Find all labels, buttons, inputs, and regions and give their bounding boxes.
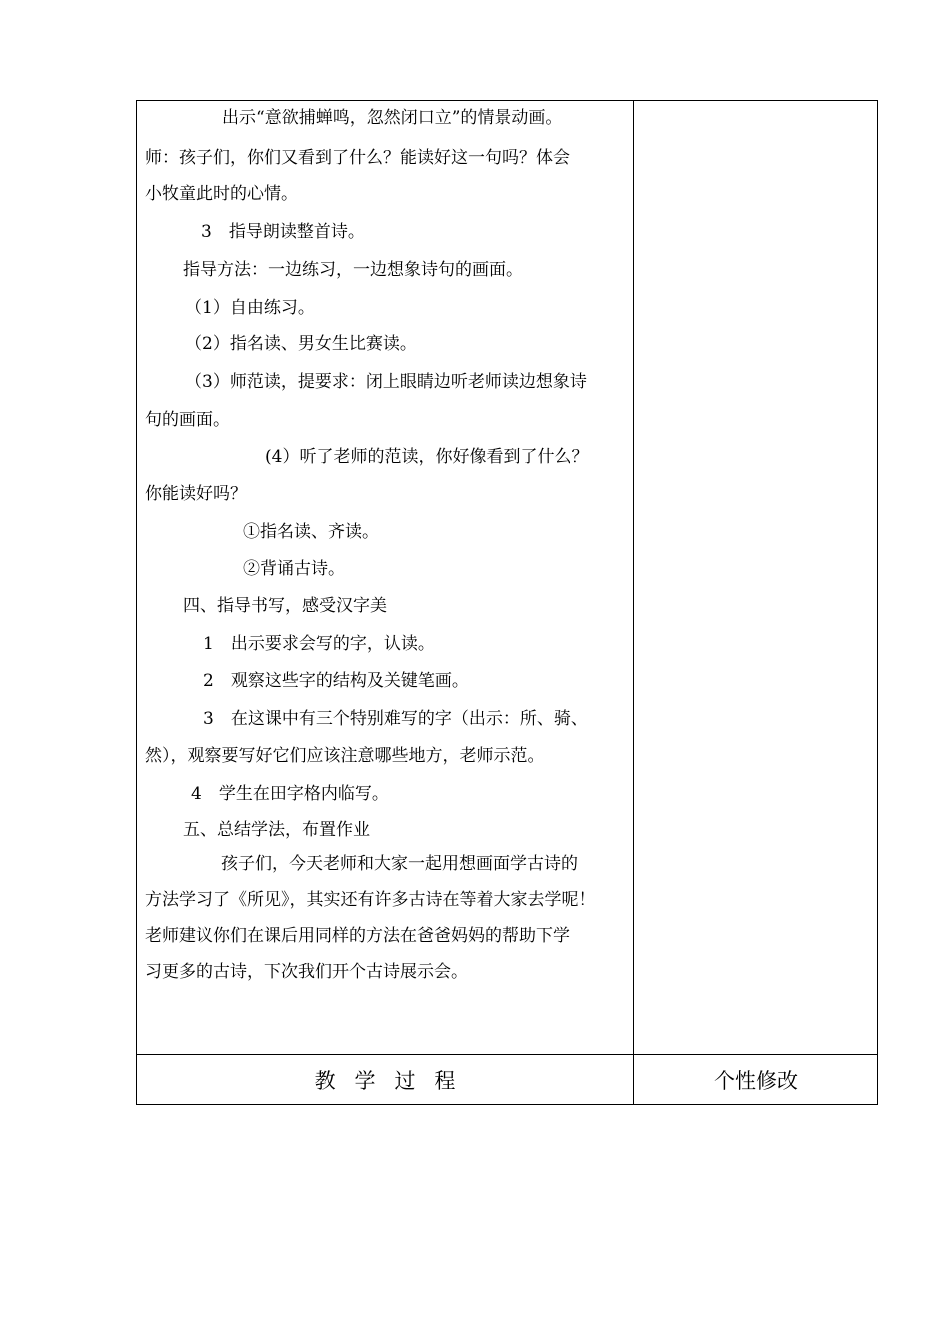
content-line: 指导方法：一边练习，一边想象诗句的画面。 (183, 260, 523, 280)
lesson-table (136, 100, 878, 1105)
content-line: 小牧童此时的心情。 (145, 184, 298, 204)
content-line: 老师建议你们在课后用同样的方法在爸爸妈妈的帮助下学 (145, 926, 570, 946)
content-line: 四、指导书写，感受汉字美 (183, 596, 387, 616)
content-line: 2 观察这些字的结构及关键笔画。 (203, 671, 469, 691)
teaching-process-cell (137, 101, 633, 1054)
content-line: 孩子们，今天老师和大家一起用想画面学古诗的 (221, 854, 578, 874)
content-line: （3）师范读，提要求：闭上眼睛边听老师读边想象诗 (185, 372, 587, 392)
content-line: 习更多的古诗，下次我们开个古诗展示会。 (145, 962, 468, 982)
content-line: (4）听了老师的范读，你好像看到了什么？ (265, 447, 589, 467)
content-line: 3 指导朗读整首诗。 (201, 222, 365, 242)
column-divider (633, 101, 634, 1104)
content-line: 4 学生在田字格内临写。 (191, 784, 389, 804)
content-line: 出示“意欲捕蝉鸣，忽然闭口立”的情景动画。 (222, 108, 563, 128)
content-line: 方法学习了《所见》，其实还有许多古诗在等着大家去学呢！ (145, 890, 596, 910)
content-line: 然），观察要写好它们应该注意哪些地方，老师示范。 (145, 746, 545, 766)
content-line: 师：孩子们，你们又看到了什么？能读好这一句吗？体会 (145, 148, 570, 168)
content-line: （1）自由练习。 (185, 298, 315, 318)
content-line: ②背诵古诗。 (243, 559, 345, 579)
content-line: 1 出示要求会写的字，认读。 (203, 634, 435, 654)
content-line: （2）指名读、男女生比赛读。 (185, 334, 417, 354)
content-line: ①指名读、齐读。 (243, 522, 379, 542)
teaching-process-label: 教学过程 (314, 1069, 475, 1093)
content-line: 你能读好吗？ (145, 484, 247, 504)
content-line: 3 在这课中有三个特别难写的字（出示：所、骑、 (203, 709, 588, 729)
personal-revision-label: 个性修改 (714, 1069, 798, 1093)
content-line: 句的画面。 (145, 410, 230, 430)
content-line: 五、总结学法，布置作业 (183, 820, 370, 840)
